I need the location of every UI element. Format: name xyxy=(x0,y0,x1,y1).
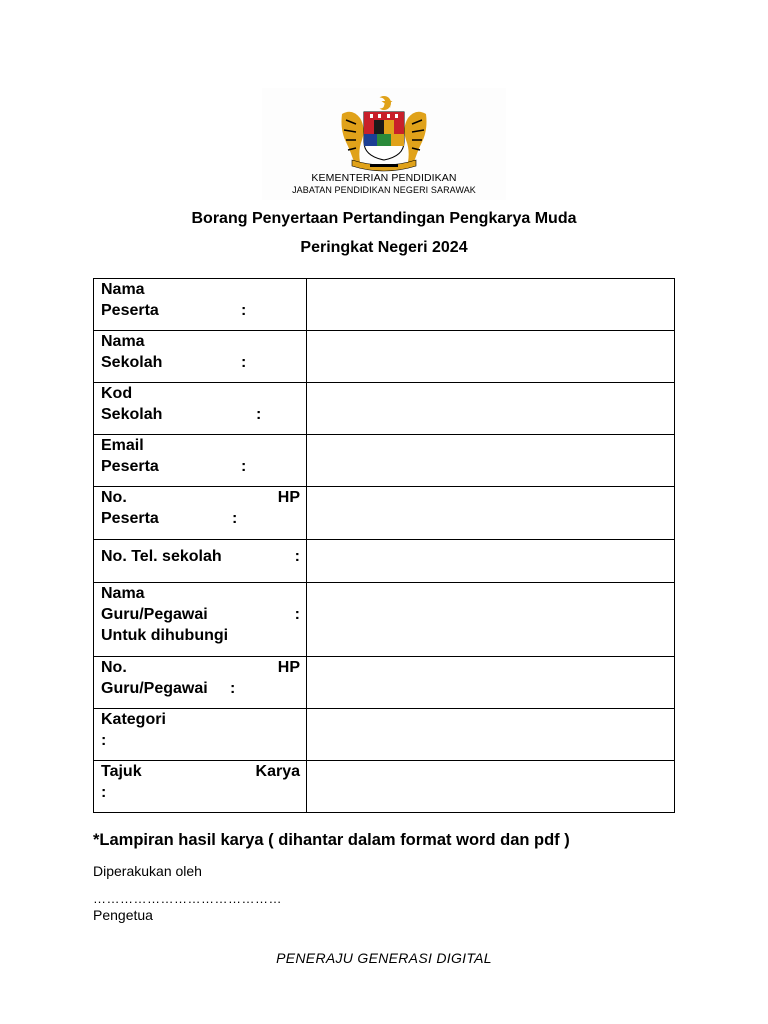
field-label-line: No. xyxy=(101,489,127,506)
field-label-line: Guru/Pegawai xyxy=(101,680,208,697)
row-work-title xyxy=(94,761,675,813)
colon: : xyxy=(101,784,107,801)
field-label-line: HP xyxy=(277,659,300,676)
school-code-input[interactable] xyxy=(307,383,675,435)
form-subtitle: Peringkat Negeri 2024 xyxy=(300,239,468,256)
ministry-name: KEMENTERIAN PENDIDIKAN xyxy=(311,172,457,184)
participant-email-input[interactable] xyxy=(307,435,675,487)
field-label-line: Peserta xyxy=(101,302,159,319)
footer-slogan: PENERAJU GENERASI DIGITAL xyxy=(276,950,492,966)
field-label-line: Kategori xyxy=(101,711,166,728)
field-label-line: Nama xyxy=(101,281,145,298)
principal-label: Pengetua xyxy=(93,907,153,923)
colon: : xyxy=(256,406,262,423)
participant-name-input[interactable] xyxy=(307,279,675,331)
work-title-input[interactable] xyxy=(307,761,675,813)
row-school-phone xyxy=(94,540,675,583)
row-participant-name xyxy=(94,279,675,331)
field-label-line: Guru/Pegawai xyxy=(101,606,208,623)
colon: : xyxy=(232,510,238,527)
participant-phone-input[interactable] xyxy=(307,487,675,540)
field-label-line: No. Tel. sekolah xyxy=(101,548,222,565)
field-label-line: Untuk dihubungi xyxy=(101,627,229,644)
signature-line: …………………………………… xyxy=(93,891,282,906)
row-participant-phone xyxy=(94,487,675,540)
field-label-line: Peserta xyxy=(101,458,159,475)
field-label-line: Nama xyxy=(101,333,145,350)
field-label-line: Email xyxy=(101,437,144,454)
field-label-line: Tajuk xyxy=(101,763,142,780)
row-teacher-phone xyxy=(94,657,675,709)
colon: : xyxy=(294,548,300,565)
colon: : xyxy=(241,354,247,371)
field-label-line: HP xyxy=(277,489,300,506)
field-label-line: No. xyxy=(101,659,127,676)
department-name: JABATAN PENDIDIKAN NEGERI SARAWAK xyxy=(292,185,476,195)
row-participant-email xyxy=(94,435,675,487)
colon: : xyxy=(230,680,236,697)
row-school-name xyxy=(94,331,675,383)
field-label-line: Sekolah xyxy=(101,354,163,371)
row-school-code xyxy=(94,383,675,435)
field-label-line: Sekolah xyxy=(101,406,163,423)
teacher-phone-input[interactable] xyxy=(307,657,675,709)
colon: : xyxy=(241,458,247,475)
form-title: Borang Penyertaan Pertandingan Pengkarya Muda xyxy=(191,210,577,227)
row-contact-teacher xyxy=(94,583,675,657)
field-label-line: Nama xyxy=(101,585,145,602)
certified-by-label: Diperakukan oleh xyxy=(93,863,202,879)
school-phone-input[interactable] xyxy=(307,540,675,583)
row-category xyxy=(94,709,675,761)
field-label-line: Kod xyxy=(101,385,133,402)
category-input[interactable] xyxy=(307,709,675,761)
field-label-line: Karya xyxy=(255,763,300,780)
colon: : xyxy=(294,606,300,623)
colon: : xyxy=(101,732,107,749)
colon: : xyxy=(241,302,247,319)
school-name-input[interactable] xyxy=(307,331,675,383)
field-label-line: Peserta xyxy=(101,510,159,527)
malaysia-coat-of-arms-icon xyxy=(334,94,434,172)
contact-teacher-input[interactable] xyxy=(307,583,675,657)
attachment-note: *Lampiran hasil karya ( dihantar dalam format word dan pdf ) xyxy=(93,831,570,849)
entry-form-table xyxy=(93,278,675,813)
ministry-logo-block xyxy=(262,88,506,200)
